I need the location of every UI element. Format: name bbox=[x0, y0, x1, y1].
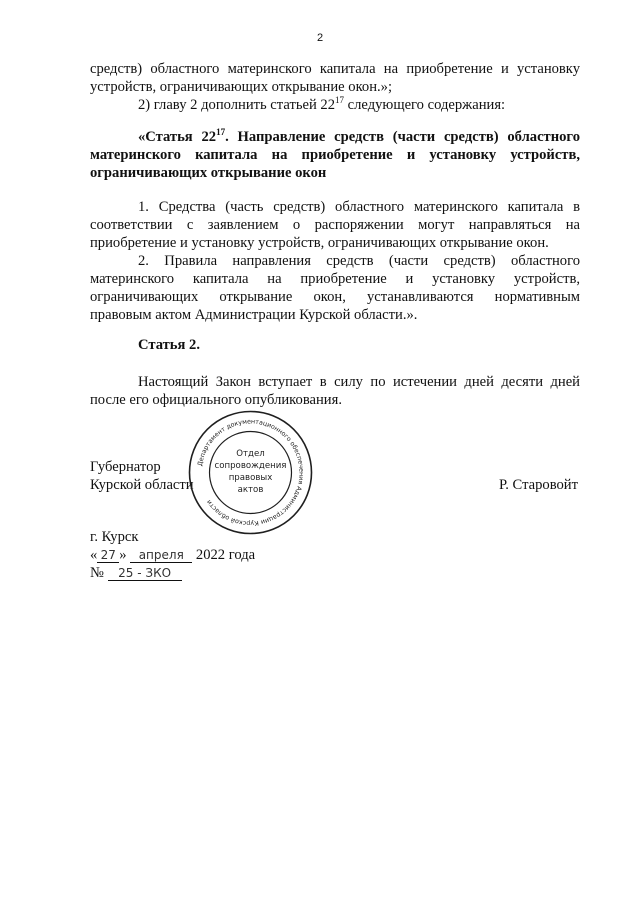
city: г. Курск bbox=[90, 529, 139, 545]
number-value bbox=[108, 566, 182, 581]
article-number-sup: 17 bbox=[335, 95, 345, 105]
clause-2 bbox=[90, 252, 580, 324]
stamp-center-line-2: сопровождения bbox=[214, 461, 287, 471]
article-heading-line-2: материнского капитала на приобретение и установку устройств, bbox=[90, 147, 580, 163]
entry-line-1: Настоящий Закон вступает в силу по истечении дней десяти дней bbox=[138, 374, 580, 390]
clause-1-line-3: приобретение и установку устройств, ограничивающих открывание окон. bbox=[90, 235, 549, 251]
amendment-text-end: следующего содержания: bbox=[344, 97, 506, 113]
signatory-name: Р. Старовойт bbox=[498, 477, 578, 493]
signatory-title-line-2: Курской области bbox=[90, 477, 194, 493]
intro-line-1: средств) областного материнского капитала на приобретение и установку bbox=[90, 61, 580, 77]
clause-1-line-1: 1. Средства (часть средств) областного материнского капитала в bbox=[138, 199, 580, 215]
article-heading bbox=[90, 128, 580, 182]
date-day: 27 bbox=[97, 548, 119, 563]
clause-1-line-2: соответствии с заявлением о распоряжении могут направляться на bbox=[90, 217, 580, 233]
article-heading-line-3: ограничивающих открывание окон bbox=[90, 165, 327, 181]
article-heading-line-1 bbox=[90, 128, 580, 146]
stamp-center-line-1: Отдел bbox=[236, 449, 265, 459]
clause-2-line-4: правовым актом Администрации Курской области.». bbox=[90, 307, 418, 323]
clause-2-line-3: ограничивающих открывание окон, устанавливаются нормативным bbox=[90, 289, 580, 305]
intro-paragraph bbox=[90, 60, 580, 114]
date-open-quote: « bbox=[90, 547, 98, 563]
intro-line-2: устройств, ограничивающих открывание окон.»; bbox=[90, 79, 393, 95]
clause-2-line-2: материнского капитала на приобретение и установку устройств, bbox=[90, 271, 580, 287]
stamp-center-line-4: актов bbox=[237, 485, 264, 495]
page-number: 2 bbox=[316, 32, 324, 44]
article-heading-rest: . Направление средств (части средств) областного bbox=[225, 129, 580, 145]
clause-2-line-1: 2. Правила направления средств (части средств) областного bbox=[138, 253, 580, 269]
law-footer bbox=[90, 528, 255, 582]
date-month: апреля bbox=[130, 548, 192, 563]
law-number bbox=[90, 564, 255, 582]
amendment-instruction bbox=[90, 96, 580, 114]
signatory-title-line-1: Губернатор bbox=[90, 459, 161, 475]
article-2-heading: Статья 2. bbox=[138, 337, 200, 353]
number-label: № bbox=[90, 565, 104, 581]
entry-line-2: после его официального опубликования. bbox=[90, 392, 342, 408]
article-heading-sup: 17 bbox=[216, 127, 226, 137]
entry-into-force bbox=[90, 373, 580, 409]
number-handwritten: 25 - ЗКО bbox=[118, 566, 172, 580]
official-stamp bbox=[188, 410, 313, 535]
clause-1 bbox=[90, 198, 580, 252]
article-heading-prefix: «Статья 22 bbox=[138, 129, 217, 145]
stamp-center-line-3: правовых bbox=[228, 473, 273, 483]
signatory-title bbox=[90, 458, 194, 494]
amendment-text: 2) главу 2 дополнить статьей 22 bbox=[138, 97, 336, 113]
date-year: 2022 года bbox=[195, 547, 256, 563]
stamp-ring-lettering: Департамент документационного обеспечения Администрации Курской области bbox=[196, 418, 305, 527]
adoption-date bbox=[90, 546, 255, 564]
date-close-quote: » bbox=[119, 547, 127, 563]
